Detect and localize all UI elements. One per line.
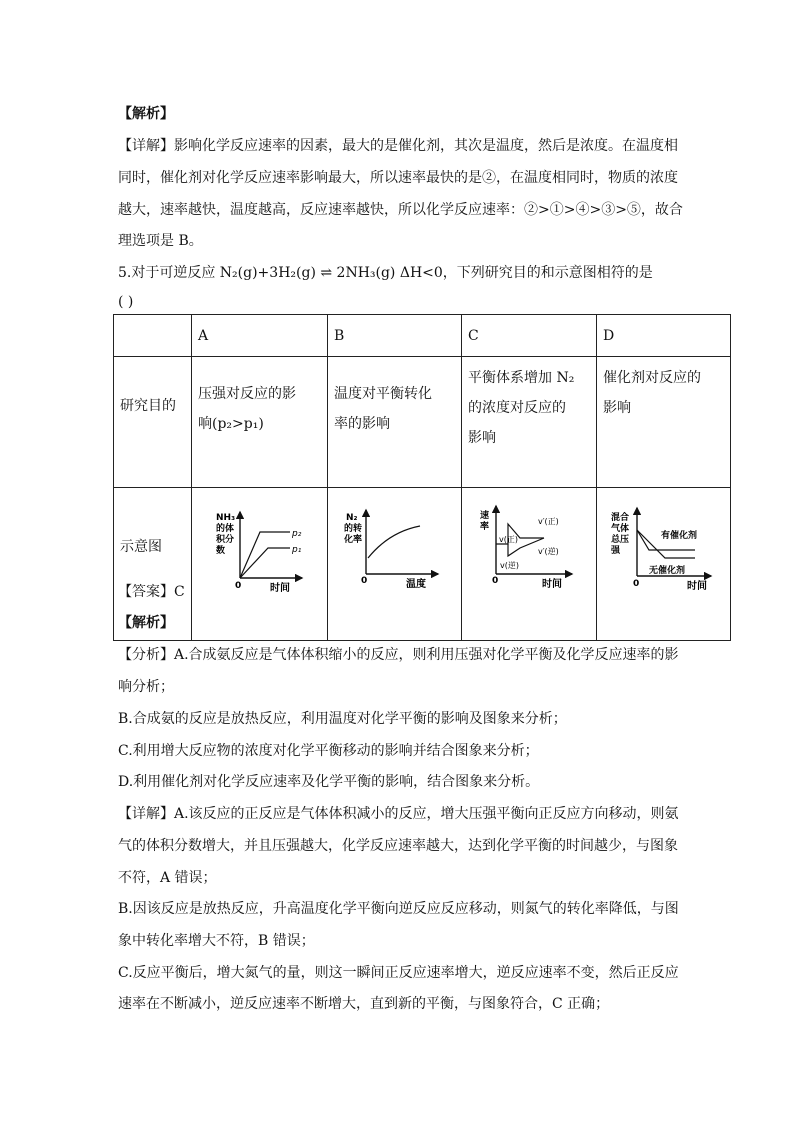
answer-line: 【答案】C (118, 584, 185, 600)
purpose-c (462, 357, 597, 488)
detail-line-6: C.反应平衡后，增大氮气的量，则这一瞬间正反应速率增大，逆反应速率不变，然后正反应 (118, 965, 679, 981)
graph-d-label-with-catalyst: 有催化剂 (661, 531, 698, 541)
graph-c-xlabel: 时间 (542, 579, 562, 590)
row-label-diagram: 示意图 (114, 488, 192, 641)
purpose-d-line-2: 影响 (603, 400, 631, 416)
graph-a-ylabel-1: NH₃ (216, 513, 236, 523)
table-header-b: B (328, 315, 462, 357)
graph-a-ylabel-4: 数 (216, 546, 226, 556)
graph-a-ylabel-3: 积分 (216, 535, 235, 545)
purpose-b (328, 357, 462, 488)
graph-c-label-v-forward: v(正) (499, 535, 518, 544)
purpose-a-line-1: 压强对反应的影 (198, 386, 296, 402)
graph-a-label-p1: p₁ (292, 545, 302, 555)
graph-b-ylabel-3: 化率 (344, 535, 363, 545)
graph-a-xlabel: 时间 (270, 583, 290, 594)
graph-d-ylabel-3: 总压 (611, 535, 630, 545)
purpose-a (192, 357, 328, 488)
graph-c (468, 494, 590, 609)
row-label-purpose: 研究目的 (114, 357, 192, 488)
purpose-d-line-1: 催化剂对反应的 (603, 370, 701, 386)
graph-d-ylabel-4: 强 (611, 546, 621, 556)
purpose-c-line-3: 影响 (468, 430, 496, 446)
graph-c-ylabel-2: 率 (480, 522, 490, 532)
graph-a (198, 494, 321, 609)
purpose-a-line-2: 响(p₂>p₁) (198, 416, 264, 432)
xiangjie-line-1: 【详解】影响化学反应速率的因素，最大的是催化剂，其次是温度，然后是浓度。在温度相 (118, 138, 678, 154)
graph-a-ylabel-2: 的体 (216, 524, 235, 534)
graph-c-label-v-forward-new: v′(正) (538, 517, 559, 526)
question-5-stem: 5.对于可逆反应 N₂(g)+3H₂(g) ⇌ 2NH₃(g) ΔH<0，下列研究目的和示意图相符的是 (118, 265, 653, 281)
table-header-empty (114, 315, 192, 357)
xiangjie-line-4: 理选项是 B。 (118, 233, 203, 249)
question-5-table (113, 314, 731, 641)
detail-line-1: 【详解】A.该反应的正反应是气体体积减小的反应，增大压强平衡向正反应方向移动，则氨 (118, 806, 679, 822)
graph-b-ylabel-1: N₂ (346, 513, 358, 523)
table-header-d: D (597, 315, 731, 357)
graph-d-origin: 0 (633, 579, 640, 589)
graph-c-label-v-reverse-new: v′(逆) (538, 547, 559, 556)
analysis-line-4: C.利用增大反应物的浓度对化学平衡移动的影响并结合图象来分析； (118, 743, 539, 759)
purpose-b-line-1: 温度对平衡转化 (334, 386, 432, 402)
graph-d-xlabel: 时间 (687, 581, 707, 592)
analysis-line-2: 响分析； (118, 679, 174, 695)
question-5-paren: ( ) (118, 294, 134, 310)
graph-d (603, 494, 724, 609)
detail-line-7: 速率在不断减小，逆反应速率不断增大，直到新的平衡，与图象符合，C 正确； (118, 996, 610, 1012)
detail-line-3: 不符，A 错误； (118, 870, 217, 886)
purpose-c-line-2: 的浓度对反应的 (468, 400, 566, 416)
purpose-b-line-2: 率的影响 (334, 416, 390, 432)
graph-b-origin: 0 (361, 576, 368, 586)
detail-line-4: B.因该反应是放热反应，升高温度化学平衡向逆反应反应移动，则氮气的转化率降低，与图 (118, 901, 679, 917)
jiexi-heading-2: 【解析】 (118, 615, 174, 631)
table-header-a: A (192, 315, 328, 357)
graph-a-label-p2: p₂ (292, 529, 302, 539)
graph-a-cell (192, 488, 328, 641)
graph-d-ylabel-2: 气体 (611, 524, 630, 534)
graph-b-curve (368, 526, 420, 558)
graph-b (334, 494, 455, 609)
graph-a-curve-p2 (240, 532, 290, 578)
xiangjie-line-2: 同时，催化剂对化学反应速率影响最大，所以速率最快的是②，在温度相同时，物质的浓度 (118, 170, 678, 186)
analysis-line-1: 【分析】A.合成氨反应是气体体积缩小的反应，则利用压强对化学平衡及化学反应速率的影 (118, 647, 679, 663)
graph-b-xlabel: 温度 (406, 579, 426, 590)
graph-d-cell (597, 488, 731, 641)
graph-c-origin: 0 (492, 576, 499, 586)
table-header-c: C (462, 315, 597, 357)
graph-c-cell (462, 488, 597, 641)
detail-line-2: 气的体积分数增大，并且压强越大，化学反应速率越大，达到化学平衡的时间越少，与图象 (118, 838, 678, 854)
xiangjie-line-3: 越大，速率越快，温度越高，反应速率越快，所以化学反应速率：②>①>④>③>⑤，故合 (118, 202, 683, 218)
graph-b-cell (328, 488, 462, 641)
graph-c-ylabel-1: 速 (480, 511, 490, 521)
graph-d-label-no-catalyst: 无催化剂 (649, 566, 686, 576)
graph-d-ylabel-1: 混合 (611, 513, 630, 523)
graph-a-origin: 0 (235, 581, 242, 591)
purpose-c-line-1: 平衡体系增加 N₂ (468, 370, 575, 386)
purpose-d (597, 357, 731, 488)
detail-line-5: 象中转化率增大不符，B 错误； (118, 933, 315, 949)
jiexi-heading: 【解析】 (118, 106, 174, 122)
analysis-line-3: B.合成氨的反应是放热反应，利用温度对化学平衡的影响及图象来分析； (118, 711, 567, 727)
graph-b-ylabel-2: 的转 (344, 524, 363, 534)
graph-c-label-v-reverse: v(逆) (500, 561, 519, 570)
graph-a-curve-p1 (240, 548, 290, 578)
analysis-line-5: D.利用催化剂对化学反应速率及化学平衡的影响，结合图象来分析。 (118, 774, 540, 790)
